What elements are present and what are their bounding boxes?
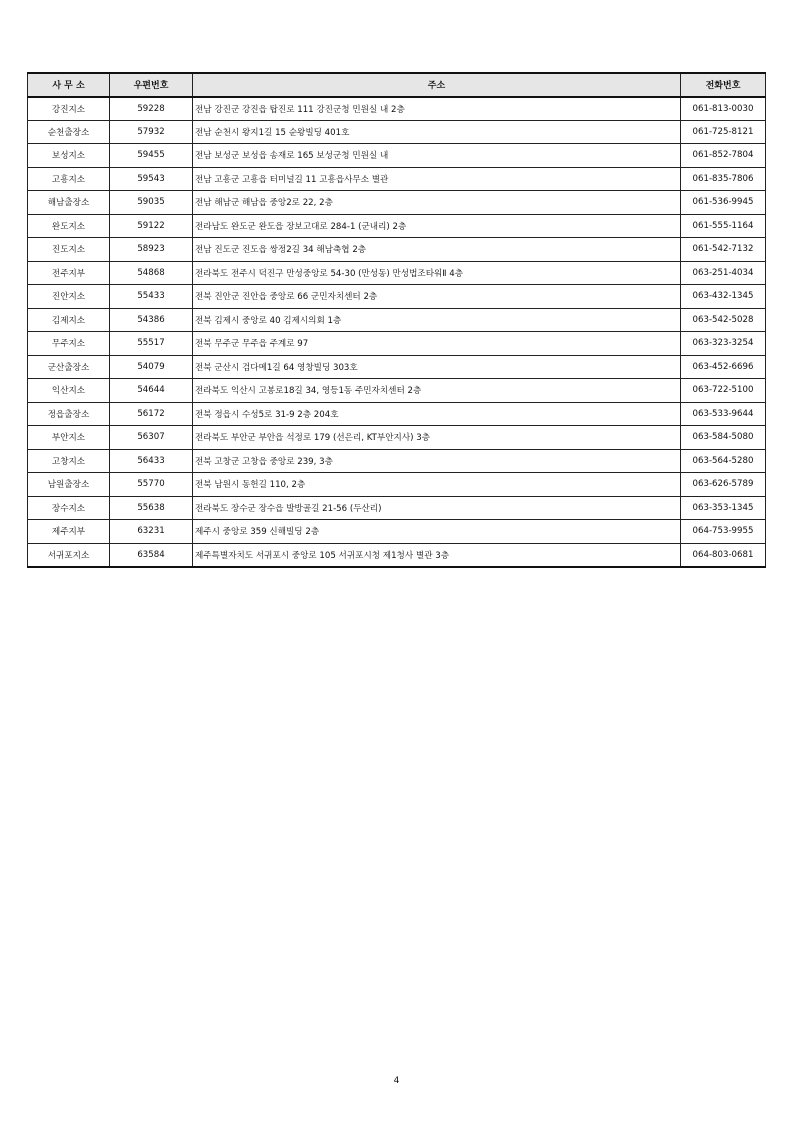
office-name: 고흥지소 <box>28 167 110 191</box>
postal-code: 55638 <box>110 496 193 520</box>
phone-number: 063-626-5789 <box>681 473 766 497</box>
postal-code: 63231 <box>110 520 193 544</box>
table-row <box>28 308 766 332</box>
postal-code: 59228 <box>110 97 193 121</box>
table-body <box>28 97 766 567</box>
office-name: 무주지소 <box>28 332 110 356</box>
table-row <box>28 238 766 262</box>
postal-code: 56433 <box>110 449 193 473</box>
header-row <box>28 73 766 97</box>
postal-code: 55433 <box>110 285 193 309</box>
phone-number: 063-533-9644 <box>681 402 766 426</box>
phone-number: 063-584-5080 <box>681 426 766 450</box>
phone-number: 063-722-5100 <box>681 379 766 403</box>
postal-code: 56307 <box>110 426 193 450</box>
address: 전남 강진군 강진읍 탑진로 111 강진군청 민원실 내 2층 <box>193 97 681 121</box>
address: 전남 순천시 왕지1길 15 순왕빌딩 401호 <box>193 120 681 144</box>
office-name: 진안지소 <box>28 285 110 309</box>
table-row <box>28 379 766 403</box>
postal-code: 56172 <box>110 402 193 426</box>
address: 전라북도 장수군 장수읍 발방골길 21-56 (두산리) <box>193 496 681 520</box>
table-row <box>28 167 766 191</box>
phone-number: 061-852-7804 <box>681 144 766 168</box>
office-name: 군산출장소 <box>28 355 110 379</box>
address: 전라북도 부안군 부안읍 석정로 179 (선은리, KT부안지사) 3층 <box>193 426 681 450</box>
phone-number: 061-835-7806 <box>681 167 766 191</box>
table-row <box>28 473 766 497</box>
table-header <box>28 73 766 97</box>
office-name: 고창지소 <box>28 449 110 473</box>
page-number: 4 <box>393 1076 400 1086</box>
address: 전북 남원시 동헌길 110, 2층 <box>193 473 681 497</box>
address: 제주특별자치도 서귀포시 중앙로 105 서귀포시청 제1청사 별관 3층 <box>193 543 681 567</box>
office-name: 진도지소 <box>28 238 110 262</box>
postal-code: 58923 <box>110 238 193 262</box>
table-row <box>28 543 766 567</box>
phone-number: 064-803-0681 <box>681 543 766 567</box>
address: 전북 김제시 중앙로 40 김제시의회 1층 <box>193 308 681 332</box>
address: 전남 진도군 진도읍 쌍정2길 34 해남축협 2층 <box>193 238 681 262</box>
office-name: 부안지소 <box>28 426 110 450</box>
phone-number: 063-323-3254 <box>681 332 766 356</box>
table-row <box>28 402 766 426</box>
office-name: 해남출장소 <box>28 191 110 215</box>
phone-number: 061-555-1164 <box>681 214 766 238</box>
office-name: 서귀포지소 <box>28 543 110 567</box>
phone-number: 063-251-4034 <box>681 261 766 285</box>
postal-code: 63584 <box>110 543 193 567</box>
office-name: 익산지소 <box>28 379 110 403</box>
table-row <box>28 332 766 356</box>
postal-code: 55770 <box>110 473 193 497</box>
address: 전북 군산시 검다메1길 64 영창빌딩 303호 <box>193 355 681 379</box>
phone-number: 064-753-9955 <box>681 520 766 544</box>
postal-code: 59543 <box>110 167 193 191</box>
address: 전남 보성군 보성읍 송재로 165 보성군청 민원실 내 <box>193 144 681 168</box>
office-name: 강진지소 <box>28 97 110 121</box>
table-row <box>28 261 766 285</box>
address: 전북 무주군 무주읍 주계로 97 <box>193 332 681 356</box>
address: 전북 고창군 고창읍 중앙로 239, 3층 <box>193 449 681 473</box>
address: 제주시 중앙로 359 신해빌딩 2층 <box>193 520 681 544</box>
postal-code: 59455 <box>110 144 193 168</box>
phone-number: 061-725-8121 <box>681 120 766 144</box>
postal-code: 54868 <box>110 261 193 285</box>
phone-number: 061-536-9945 <box>681 191 766 215</box>
office-name: 완도지소 <box>28 214 110 238</box>
postal-code: 54079 <box>110 355 193 379</box>
table-row <box>28 426 766 450</box>
postal-code: 57932 <box>110 120 193 144</box>
phone-number: 063-564-5280 <box>681 449 766 473</box>
address: 전남 고흥군 고흥읍 터미널길 11 고흥읍사무소 별관 <box>193 167 681 191</box>
address: 전남 해남군 해남읍 중앙2로 22, 2층 <box>193 191 681 215</box>
postal-code: 59122 <box>110 214 193 238</box>
table-row <box>28 285 766 309</box>
address: 전라북도 전주시 덕진구 만성중앙로 54-30 (만성동) 만성법조타워Ⅱ 4층 <box>193 261 681 285</box>
postal-code: 54386 <box>110 308 193 332</box>
header-office: 사 무 소 <box>28 73 110 97</box>
table-row <box>28 97 766 121</box>
table-row <box>28 120 766 144</box>
office-directory-table <box>27 72 766 568</box>
header-address: 주소 <box>193 73 681 97</box>
phone-number: 061-813-0030 <box>681 97 766 121</box>
table-row <box>28 449 766 473</box>
header-phone: 전화번호 <box>681 73 766 97</box>
table-row <box>28 144 766 168</box>
postal-code: 54644 <box>110 379 193 403</box>
address: 전북 정읍시 수성5로 31-9 2층 204호 <box>193 402 681 426</box>
office-name: 남원출장소 <box>28 473 110 497</box>
office-name: 보성지소 <box>28 144 110 168</box>
table-row <box>28 355 766 379</box>
phone-number: 063-542-5028 <box>681 308 766 332</box>
header-postal-code: 우편번호 <box>110 73 193 97</box>
postal-code: 59035 <box>110 191 193 215</box>
table-row <box>28 496 766 520</box>
address: 전라남도 완도군 완도읍 장보고대로 284-1 (군내리) 2층 <box>193 214 681 238</box>
table-row <box>28 214 766 238</box>
table-row <box>28 520 766 544</box>
phone-number: 063-432-1345 <box>681 285 766 309</box>
office-name: 순천출장소 <box>28 120 110 144</box>
phone-number: 063-452-6696 <box>681 355 766 379</box>
office-name: 제주지부 <box>28 520 110 544</box>
postal-code: 55517 <box>110 332 193 356</box>
phone-number: 061-542-7132 <box>681 238 766 262</box>
office-name: 김제지소 <box>28 308 110 332</box>
office-name: 장수지소 <box>28 496 110 520</box>
address: 전라북도 익산시 고봉로18길 34, 영등1동 주민자치센터 2층 <box>193 379 681 403</box>
office-name: 전주지부 <box>28 261 110 285</box>
phone-number: 063-353-1345 <box>681 496 766 520</box>
address: 전북 진안군 진안읍 중앙로 66 군민자치센터 2층 <box>193 285 681 309</box>
table-row <box>28 191 766 215</box>
office-name: 정읍출장소 <box>28 402 110 426</box>
